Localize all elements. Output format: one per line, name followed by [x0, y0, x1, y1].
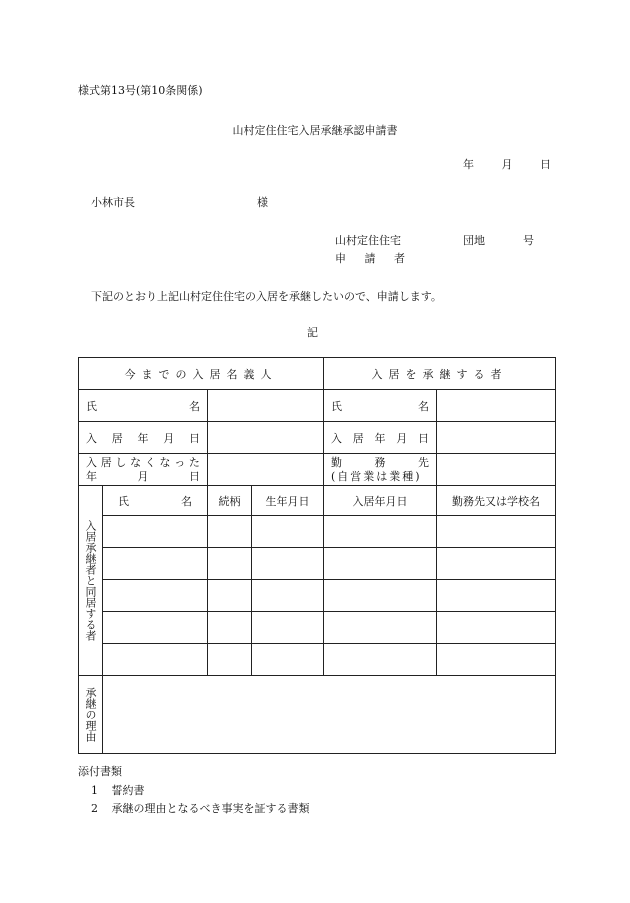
cohabitant-move-in-cell[interactable]: [324, 612, 437, 644]
attachment-text: 誓約書: [111, 784, 145, 797]
current-name-field[interactable]: [208, 390, 324, 422]
applicant-label: [335, 250, 405, 266]
col-name-header: [110, 493, 200, 509]
reason-label: 承継の理由: [84, 687, 97, 742]
label-char: 名: [181, 494, 192, 508]
label-char: 先: [418, 455, 429, 469]
cohabitant-name-cell[interactable]: [103, 644, 208, 676]
cohabitant-header-row: [79, 486, 556, 516]
table-row: [79, 548, 556, 580]
successor-workplace-field[interactable]: [437, 454, 556, 486]
label-char: 入: [331, 431, 342, 445]
reason-label-cell: [79, 676, 103, 754]
cohabitant-workplace-cell[interactable]: [437, 516, 556, 548]
cohabitant-relation-cell[interactable]: [208, 548, 252, 580]
label-char: 入: [86, 455, 97, 469]
successor-header: 入居を承継する者: [371, 367, 508, 381]
label-char: 日: [189, 469, 200, 483]
name-row: [79, 390, 556, 422]
cohabitant-birth-cell[interactable]: [252, 516, 324, 548]
move-in-row: [79, 422, 556, 454]
vacate-work-row: [79, 454, 556, 486]
cohabitant-workplace-cell[interactable]: [437, 612, 556, 644]
cohabitant-label: 入居承継者と同居する者: [84, 520, 97, 641]
table-row: [79, 612, 556, 644]
current-move-in-field[interactable]: [208, 422, 324, 454]
cohabitant-relation-cell[interactable]: [208, 516, 252, 548]
label-char: っ: [174, 455, 186, 469]
label-char: 日: [189, 431, 200, 445]
attachment-number: 2: [91, 802, 98, 815]
current-move-in-label: [86, 430, 200, 446]
addressee-honorific: 様: [257, 196, 268, 209]
label-char: 氏: [118, 494, 129, 508]
label-char: な: [159, 455, 171, 469]
date-month-label: 月: [501, 158, 513, 171]
label-char: な: [130, 455, 142, 469]
cohabitant-name-cell[interactable]: [103, 548, 208, 580]
label-char: 居: [111, 431, 123, 445]
label-char: 年: [137, 431, 149, 445]
cohabitant-relation-cell[interactable]: [208, 580, 252, 612]
cohabitant-move-in-cell[interactable]: [324, 516, 437, 548]
label-char: 氏: [86, 399, 97, 413]
applicant-label-char: 請: [364, 252, 376, 265]
label-char: し: [115, 455, 127, 469]
col-workplace-header: 勤務先又は学校名: [437, 486, 556, 516]
successor-name-label: [331, 398, 429, 414]
vacate-date-field[interactable]: [208, 454, 324, 486]
cohabitant-birth-cell[interactable]: [252, 580, 324, 612]
label-char: 名: [418, 399, 429, 413]
cohabitant-workplace-cell[interactable]: [437, 548, 556, 580]
cohabitant-label-cell: [79, 486, 103, 676]
cohabitant-name-cell[interactable]: [103, 516, 208, 548]
label-char: 居: [100, 455, 112, 469]
successor-name-field[interactable]: [437, 390, 556, 422]
cohabitant-birth-cell[interactable]: [252, 644, 324, 676]
label-char: 月: [163, 431, 175, 445]
cohabitant-birth-cell[interactable]: [252, 612, 324, 644]
table-row: [79, 516, 556, 548]
label-char: 月: [396, 431, 408, 445]
cohabitant-birth-cell[interactable]: [252, 548, 324, 580]
cohabitant-workplace-cell[interactable]: [437, 580, 556, 612]
date-line: [463, 156, 551, 172]
attachments-heading: 添付書類: [78, 765, 122, 778]
label-char: 入: [86, 431, 97, 445]
reason-field[interactable]: [103, 676, 556, 754]
label-char: 勤: [331, 455, 342, 469]
successor-move-in-field[interactable]: [437, 422, 556, 454]
applicant-complex: 団地: [463, 234, 485, 247]
col-move-in-header: 入居年月日: [324, 486, 437, 516]
reason-row: [79, 676, 556, 754]
attachment-item: [91, 782, 145, 798]
application-table: [78, 357, 556, 754]
cohabitant-move-in-cell[interactable]: [324, 548, 437, 580]
attachment-item: [91, 800, 310, 816]
label-char: た: [188, 455, 200, 469]
label-char: 名: [189, 399, 200, 413]
cohabitant-name-cell[interactable]: [103, 580, 208, 612]
cohabitant-name-cell[interactable]: [103, 612, 208, 644]
date-year-label: 年: [463, 158, 474, 171]
cohabitant-workplace-cell[interactable]: [437, 644, 556, 676]
current-tenant-header: 今までの入居名義人: [124, 367, 278, 381]
cohabitant-move-in-cell[interactable]: [324, 580, 437, 612]
current-name-label: [86, 398, 200, 414]
vacate-label-line1: [86, 456, 200, 470]
date-day-label: 日: [540, 158, 551, 171]
successor-move-in-label: [331, 430, 429, 446]
label-char: 居: [352, 431, 364, 445]
cohabitant-relation-cell[interactable]: [208, 612, 252, 644]
applicant-number: 号: [523, 234, 534, 247]
document-title: 山村定住住宅入居承継承認申請書: [232, 124, 398, 137]
applicant-label-char: 者: [394, 252, 405, 265]
table-header-row: [79, 358, 556, 390]
cohabitant-relation-cell[interactable]: [208, 644, 252, 676]
label-char: 務: [374, 455, 386, 469]
attachment-number: 1: [91, 784, 98, 797]
col-birth-header: 生年月日: [252, 486, 324, 516]
addressee-name: 小林市長: [91, 196, 135, 209]
cohabitant-move-in-cell[interactable]: [324, 644, 437, 676]
label-char: 日: [418, 431, 429, 445]
attachment-text: 承継の理由となるべき事実を証する書類: [111, 802, 310, 815]
note-heading: 記: [307, 326, 318, 339]
body-text: 下記のとおり上記山村定住住宅の入居を承継したいので、申請します。: [91, 290, 442, 303]
applicant-label-char: 申: [335, 252, 346, 265]
label-char: 年: [86, 469, 97, 483]
col-relation-header: 続柄: [208, 486, 252, 516]
label-char: 年: [374, 431, 386, 445]
vacate-label-line2: [86, 470, 200, 484]
work-label-line2: (自営業は業種): [331, 469, 422, 483]
work-label-line1: [331, 456, 429, 470]
label-char: く: [144, 455, 156, 469]
applicant-housing: 山村定住住宅: [335, 234, 401, 247]
label-char: 氏: [331, 399, 342, 413]
label-char: 月: [137, 469, 149, 483]
table-row: [79, 644, 556, 676]
table-row: [79, 580, 556, 612]
form-number: 様式第13号(第10条関係): [78, 84, 203, 97]
